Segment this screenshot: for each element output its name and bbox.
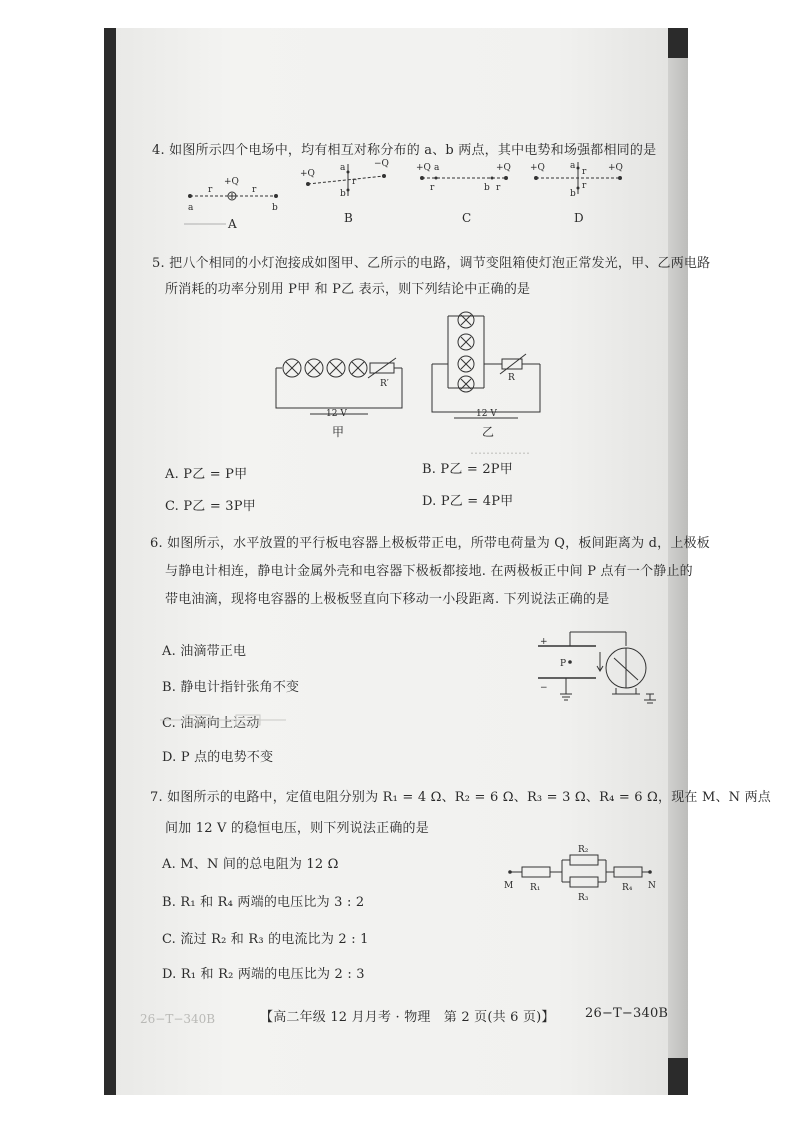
q4b-q2: −Q [374,159,389,169]
q5-stem-line2: 所消耗的功率分别用 P甲 和 P乙 表示，则下列结论中正确的是 [165,282,531,297]
q4a-r1: r [208,185,213,195]
q6-plus-sign: + [540,637,548,647]
q7-point-m: M [504,881,514,891]
q5-option-a: A. P乙 = P甲 [165,467,248,482]
bleed-through-circuit [156,706,296,746]
page-footer-title: 【高二年级 12 月月考 · 物理 第 2 页(共 6 页)】 [260,1010,555,1025]
q4a-point-a: a [188,203,194,213]
q5-figure-yi [428,306,548,440]
q5-yi-voltage: 12 V [476,409,497,419]
q4b-point-a: a [340,163,346,173]
q4c-caption: C [462,211,472,225]
q7-option-c: C. 流过 R₂ 和 R₃ 的电流比为 2 : 1 [162,932,369,947]
q5-jia-caption: 甲 [332,425,345,438]
q7-label-r2: R₂ [578,845,589,855]
q5-stem-line1: 5. 把八个相同的小灯泡接成如图甲、乙所示的电路，调节变阻箱使灯泡正常发光，甲、乙两电路 [152,256,711,271]
q6-option-b: B. 静电计指针张角不变 [162,680,300,695]
q7-stem-line1: 7. 如图所示的电路中，定值电阻分别为 R₁ = 4 Ω、R₂ = 6 Ω、R₃ = 3 Ω、R₄ = 6 Ω，现在 M、N 两点 [150,790,771,805]
q5-jia-voltage: 12 V [326,409,347,419]
q6-stem-line3: 带电油滴，现将电容器的上极板竖直向下移动一小段距离. 下列说法正确的是 [165,592,610,607]
q4d-r1: r [582,167,587,177]
bleed-through-mark: 26−T−340B [140,1012,216,1026]
q7-option-d: D. R₁ 和 R₂ 两端的电压比为 2 : 3 [162,967,365,982]
q4b-caption: B [344,211,353,225]
q6-stem-line1: 6. 如图所示，水平放置的平行板电容器上极板带正电，所带电荷量为 Q，板间距离为 d，上极板 [150,536,710,551]
q6-point-p: P [560,659,567,669]
q6-option-d: D. P 点的电势不变 [162,750,274,765]
q6-minus-sign: − [540,683,548,693]
q5-option-b: B. P乙 = 2P甲 [422,462,513,477]
page-footer-code: 26−T−340B [585,1006,669,1021]
q6-option-c: C. 油滴向上运动 [162,716,260,731]
q4d-q1: +Q [530,163,545,173]
q7-point-n: N [648,881,656,891]
bleed-through-mark: ⋯⋯⋯⋯⋯ [470,446,530,460]
q4d-caption: D [574,211,584,225]
q6-option-a: A. 油滴带正电 [162,644,247,659]
q4-figure-c [414,156,514,228]
q4d-q2: +Q [608,163,623,173]
q4-stem: 4. 如图所示四个电场中，均有相互对称分布的 a、b 两点，其中电势和场强都相同的是 [152,143,657,158]
q7-option-b: B. R₁ 和 R₄ 两端的电压比为 3 : 2 [162,895,365,910]
q4c-r1: r [430,183,435,193]
q7-stem-line2: 间加 12 V 的稳恒电压，则下列说法正确的是 [165,821,429,836]
q6-figure [530,618,662,710]
q7-option-a: A. M、N 间的总电阻为 12 Ω [162,857,339,872]
q4c-q2: +Q [496,163,511,173]
q4d-point-b: b [570,189,576,199]
q4b-point-b: b [340,189,346,199]
q5-jia-resistor: R′ [380,379,389,389]
q4a-charge: +Q [224,177,239,187]
q5-option-d: D. P乙 = 4P甲 [422,494,514,509]
q4d-r2: r [582,181,587,191]
q5-yi-resistor: R [508,373,515,383]
q6-stem-line2: 与静电计相连，静电计金属外壳和电容器下极板都接地. 在两极板正中间 P 点有一个静止的 [165,564,693,579]
q7-label-r4: R₄ [622,883,633,893]
q7-figure [500,840,660,906]
q4-figure-a [182,166,282,234]
q4-figure-b [296,156,396,228]
q4-figure-d [528,156,628,228]
q4c-point-b: b [484,183,490,193]
q5-yi-caption: 乙 [482,425,495,439]
q4c-r2: r [496,183,501,193]
q4c-point-a: a [434,163,440,173]
q4c-q1: +Q [416,163,431,173]
q7-label-r3: R₃ [578,893,589,903]
q4b-r: r [352,177,357,187]
q7-label-r1: R₁ [530,883,541,893]
q5-option-c: C. P乙 = 3P甲 [165,499,256,514]
q4a-point-b: b [272,203,278,213]
q5-figure-jia [270,346,410,438]
q4b-q1: +Q [300,169,315,179]
q4a-r2: r [252,185,257,195]
q4d-point-a: a [570,161,576,171]
q4a-caption: A [228,217,237,231]
